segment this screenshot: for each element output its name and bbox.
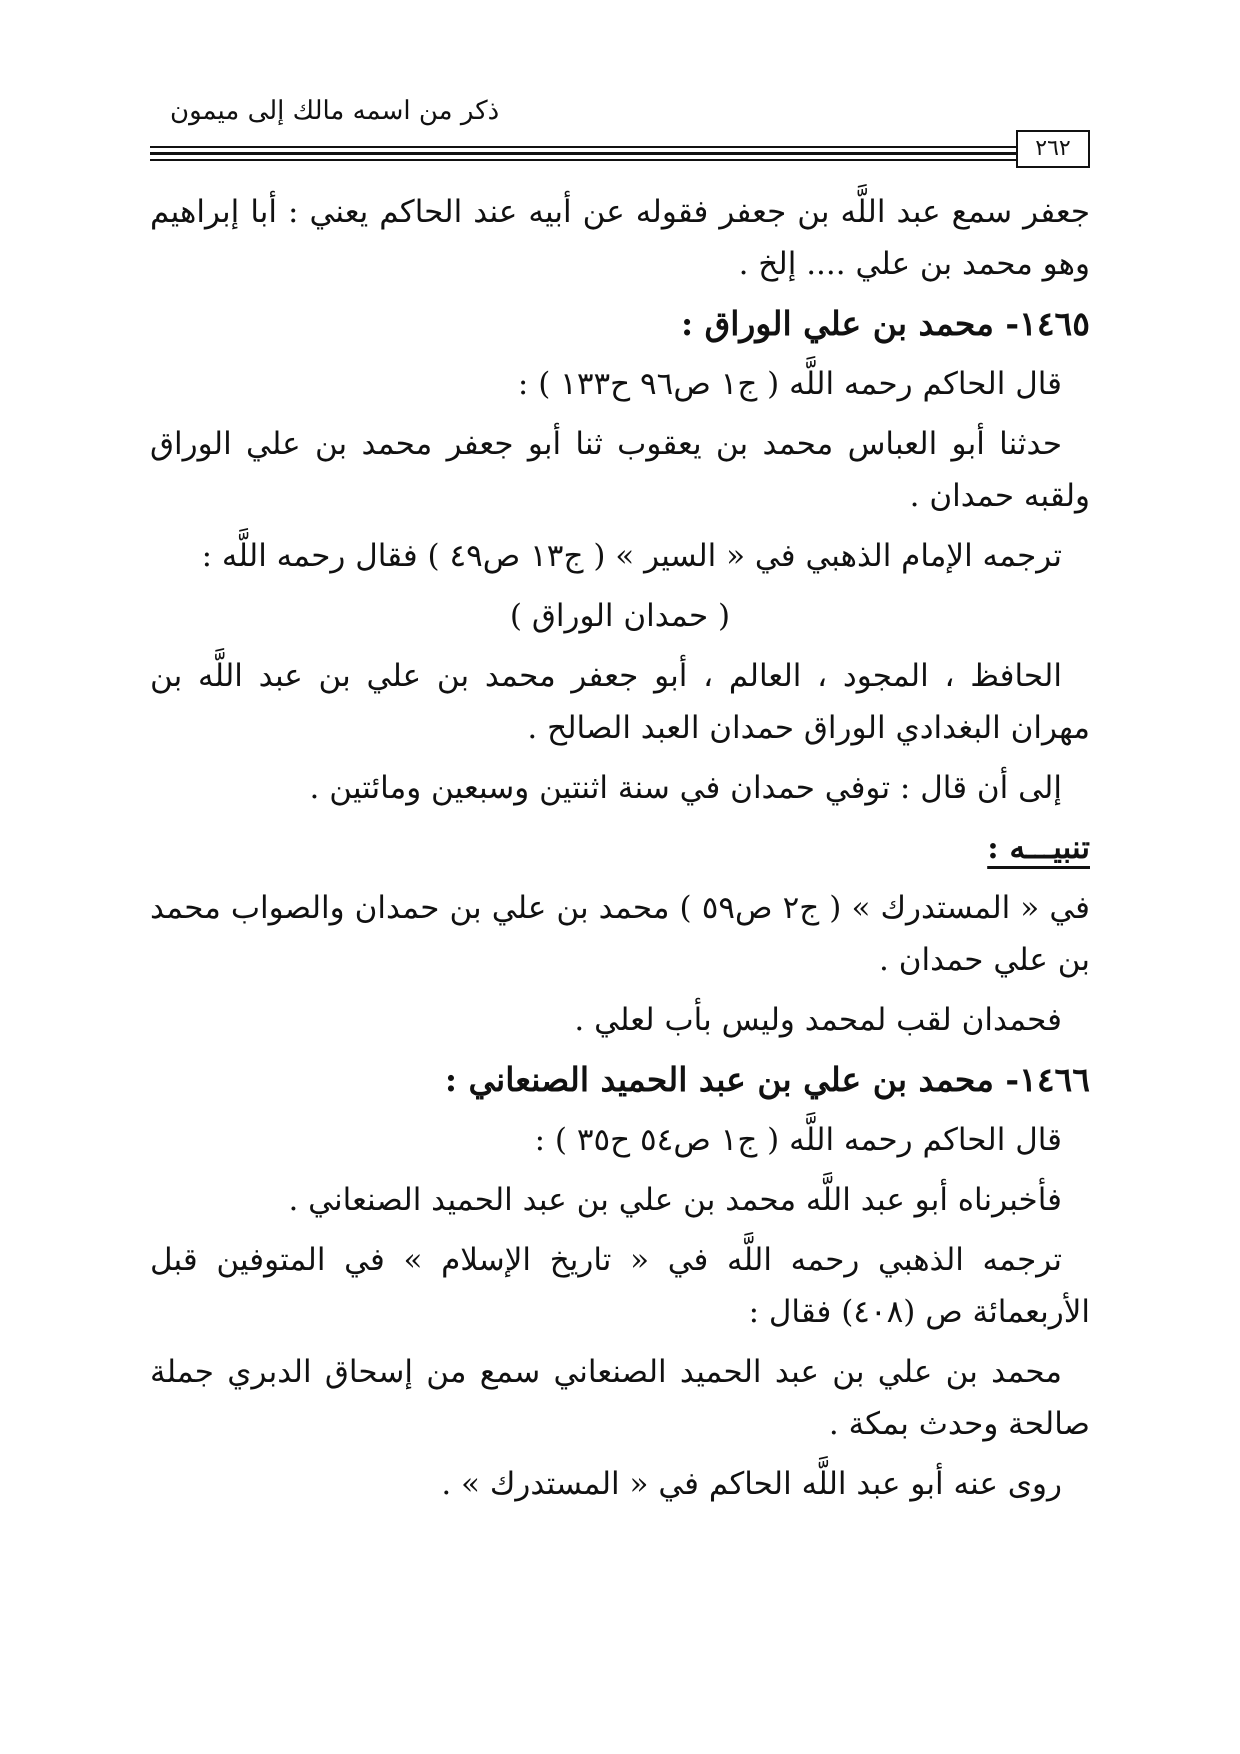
running-title: ذكر من اسمه مالك إلى ميمون: [170, 96, 500, 126]
citation-hakim-1: قال الحاكم رحمه اللَّه ( ج١ ص٩٦ ح١٣٣ ) :: [517, 366, 1062, 402]
citation-siyar: ترجمه الإمام الذهبي في « السير » ( ج١٣ ص٤٩ ) فقال رحمه اللَّه :: [201, 538, 1062, 574]
note-label: تنبيـــه :: [987, 830, 1090, 866]
entry-heading-1466: ١٤٦٦- محمد بن علي بن عبد الحميد الصنعاني :: [444, 1060, 1090, 1099]
header-rule-middle: [150, 152, 1020, 155]
entry-heading-1465: ١٤٦٥- محمد بن علي الوراق :: [680, 304, 1090, 343]
note-correction: في « المستدرك » ( ج٢ ص٥٩ ) محمد بن علي بن حمدان والصواب محمد بن علي حمدان .: [150, 890, 1090, 978]
narration-3: روى عنه أبو عبد اللَّه الحاكم في « المستدرك » .: [441, 1466, 1062, 1502]
death-note: إلى أن قال : توفي حمدان في سنة اثنتين وسبعين ومائتين .: [309, 770, 1062, 806]
running-header: [150, 90, 1090, 161]
header-rule-bottom: [150, 159, 1020, 161]
page-body: [150, 186, 1090, 1510]
document-page: [150, 90, 1090, 1518]
citation-tarikh: ترجمه الذهبي رحمه اللَّه في « تاريخ الإسلام » في المتوفين قبل الأربعمائة ص (٤٠٨) فقال :: [150, 1242, 1090, 1330]
biography-sanani: محمد بن علي بن عبد الحميد الصنعاني سمع من إسحاق الدبري جملة صالحة وحدث بمكة .: [150, 1354, 1090, 1442]
paragraph-continuation: جعفر سمع عبد اللَّه بن جعفر فقوله عن أبيه عند الحاكم يعني : أبا إبراهيم وهو محمد بن علي .... إلخ .: [150, 194, 1090, 282]
citation-hakim-2: قال الحاكم رحمه اللَّه ( ج١ ص٥٤ ح٣٥ ) :: [534, 1122, 1062, 1158]
narration-2: فأخبرناه أبو عبد اللَّه محمد بن علي بن عبد الحميد الصنعاني .: [288, 1182, 1062, 1218]
subtitle-hamdan: ( حمدان الوراق ): [509, 598, 731, 634]
page-number: ٢٦٢: [1016, 130, 1090, 168]
header-rule-top: [150, 146, 1020, 148]
narration-1: حدثنا أبو العباس محمد بن يعقوب ثنا أبو جعفر محمد بن علي الوراق ولقبه حمدان .: [150, 426, 1090, 514]
biography-hamdan: الحافظ ، المجود ، العالم ، أبو جعفر محمد بن علي بن عبد اللَّه بن مهران البغدادي الوراق حمدان العبد الصالح .: [150, 658, 1090, 746]
note-explanation: فحمدان لقب لمحمد وليس بأب لعلي .: [574, 1002, 1062, 1038]
